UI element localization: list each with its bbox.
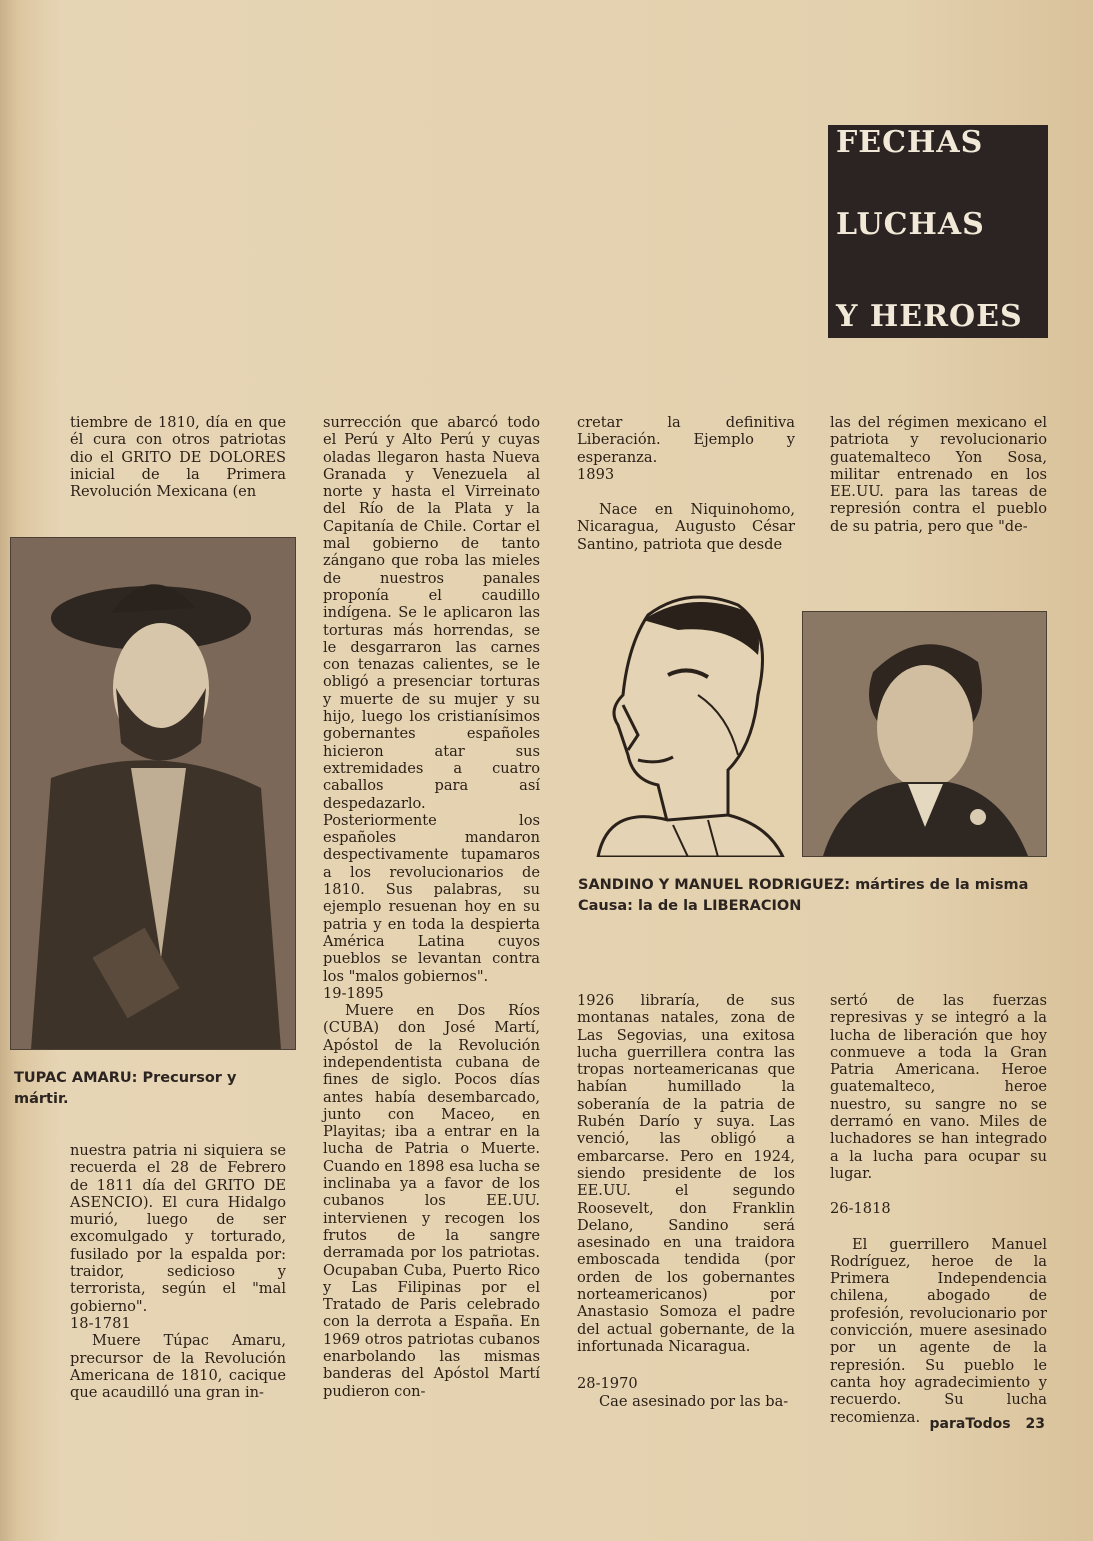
paragraph: surrección que abarcó todo el Perú y Alto Perú y cuyas oladas llegaron hasta Nueva Granada y Venezuela al norte y hasta el Virreinato del Río de la Plata y la Capitanía de Chile. Cortar el mal gobierno de tanto zángano que roba las mieles de nuestros panales proponía el caudillo indígena. Se le aplicaron las torturas más horrendas, se le desgarraron las carnes con tenazas calientes, se le obligó a presenciar torturas y muerte de su mujer y su hijo, luego los cristianísimos gobernantes españoles hicieron atar sus extremidades a cuatro caballos para así despedazarlo. Posteriormente los españoles mandaron despectivamente tupamaros a los revolucionarios de 1810. Sus palabras, su ejemplo resuenan hoy en su patria y en toda la despierta América Latina cuyos pueblos se levantan contra los "malos gobiernos". (323, 414, 540, 985)
column-4-bottom (830, 992, 1047, 1426)
column-3-top (577, 414, 795, 553)
manuel-rodriguez-portrait (802, 611, 1047, 857)
column-1-top (70, 414, 286, 500)
paragraph: las del régimen mexicano el patriota y revolucionario guatemalteco Yon Sosa, militar entrenado en los EE.UU. para las tareas de represión contra el pueblo de su patria, pero que "de- (830, 414, 1047, 535)
sandino-drawing (578, 585, 788, 857)
paragraph: tiembre de 1810, día en que él cura con otros patriotas dio el GRITO DE DOLORES inicial de la Primera Revolución Mexicana (en (70, 414, 286, 501)
paragraph: El guerrillero Manuel Rodríguez, heroe de la Primera Independencia chilena, abogado de profesión, revolucionario por convicción, muere asesinado por un agente de la represión. Su pueblo le canta hoy agradecimiento y recuerdo. Su lucha recomienza. (830, 1235, 1047, 1426)
paragraph: nuestra patria ni siquiera se recuerda el 28 de Febrero de 1811 día del GRITO DE ASENCIO). El cura Hidalgo murió, luego de ser excomulgado y torturado, fusilado por la espalda por: traidor, sedicioso y terrorista, según el "mal gobierno". (70, 1142, 286, 1315)
paragraph: cretar la definitiva Liberación. Ejemplo y esperanza. (577, 414, 795, 466)
date-entry: 28-1970 (577, 1375, 638, 1393)
paragraph: sertó de las fuerzas represivas y se integró a la lucha de liberación que hoy conmueve a toda la Gran Patria Americana. Heroe guatemalteco, heroe nuestro, su sangre no se derramó en vano. Miles de luchadores se han integrado a la lucha para ocupar su lugar. (830, 992, 1047, 1182)
sandino-caption: SANDINO Y MANUEL RODRIGUEZ: mártires de la misma Causa: la de la LIBERACION (578, 877, 1029, 914)
paragraph: Muere en Dos Ríos (CUBA) don José Martí, Apóstol de la Revolución independentista cubana de fines de siglo. Pocos días antes había desembarcado, junto con Maceo, en Playitas; iba a entrar en la lucha de Patria o Muerte. Cuando en 1898 esa lucha se inclinaba ya a favor de los cubanos los EE.UU. intervienen y recogen los frutos de la sangre derramada por los patriotas. Ocupaban Cuba, Puerto Rico y Las Filipinas por el Tratado de Paris celebrado con la derrota a España. En 1969 otros patriotas cubanos enarbolando las mismas banderas del Apóstol Martí pudieron con- (323, 1002, 540, 1400)
column-2 (323, 414, 540, 1400)
paragraph: Nace en Niquinohomo, Nicaragua, Augusto César Santino, patriota que desde (577, 501, 795, 553)
title-luchas: LUCHAS (836, 207, 985, 242)
date-entry: 26-1818 (830, 1200, 891, 1218)
date-entry: 19-1895 (323, 984, 384, 1002)
column-3-bottom (577, 992, 795, 1410)
footer-brand: paraTodos (929, 1416, 1011, 1432)
column-4-top (830, 414, 1047, 535)
date-entry: 1893 (577, 465, 615, 483)
paragraph: Muere Túpac Amaru, precursor de la Revolución Americana de 1810, cacique que acaudilló una gran in- (70, 1332, 286, 1402)
title-fechas: FECHAS (836, 125, 984, 160)
tupac-caption: TUPAC AMARU: Precursor y mártir. (14, 1070, 237, 1107)
page-footer (930, 1416, 1045, 1432)
date-entry: 18-1781 (70, 1314, 131, 1332)
title-y-heroes: Y HEROES (836, 299, 1023, 334)
tupac-amaru-photo (10, 537, 296, 1050)
column-1-bottom (70, 1142, 286, 1401)
paragraph: 1926 libraría, de sus montanas natales, zona de Las Segovias, una exitosa lucha guerrillera contra las tropas norteamericanas que habían humillado la soberanía de la patria de Rubén Darío y suya. Las venció, las obligó a embarcarse. Pero en 1924, siendo presidente de los EE.UU. el segundo Roosevelt, don Franklin Delano, Sandino será asesinado en una traidora emboscada tendida (por orden de los gobernantes norteamericanos) por Anastasio Somoza el padre del actual gobernante, de la infortunada Nicaragua. (577, 992, 795, 1355)
title-block (828, 125, 1048, 338)
paragraph: Cae asesinado por las ba- (599, 1392, 789, 1410)
bleed-through-text (90, 95, 830, 395)
page-number: 23 (1025, 1416, 1045, 1432)
